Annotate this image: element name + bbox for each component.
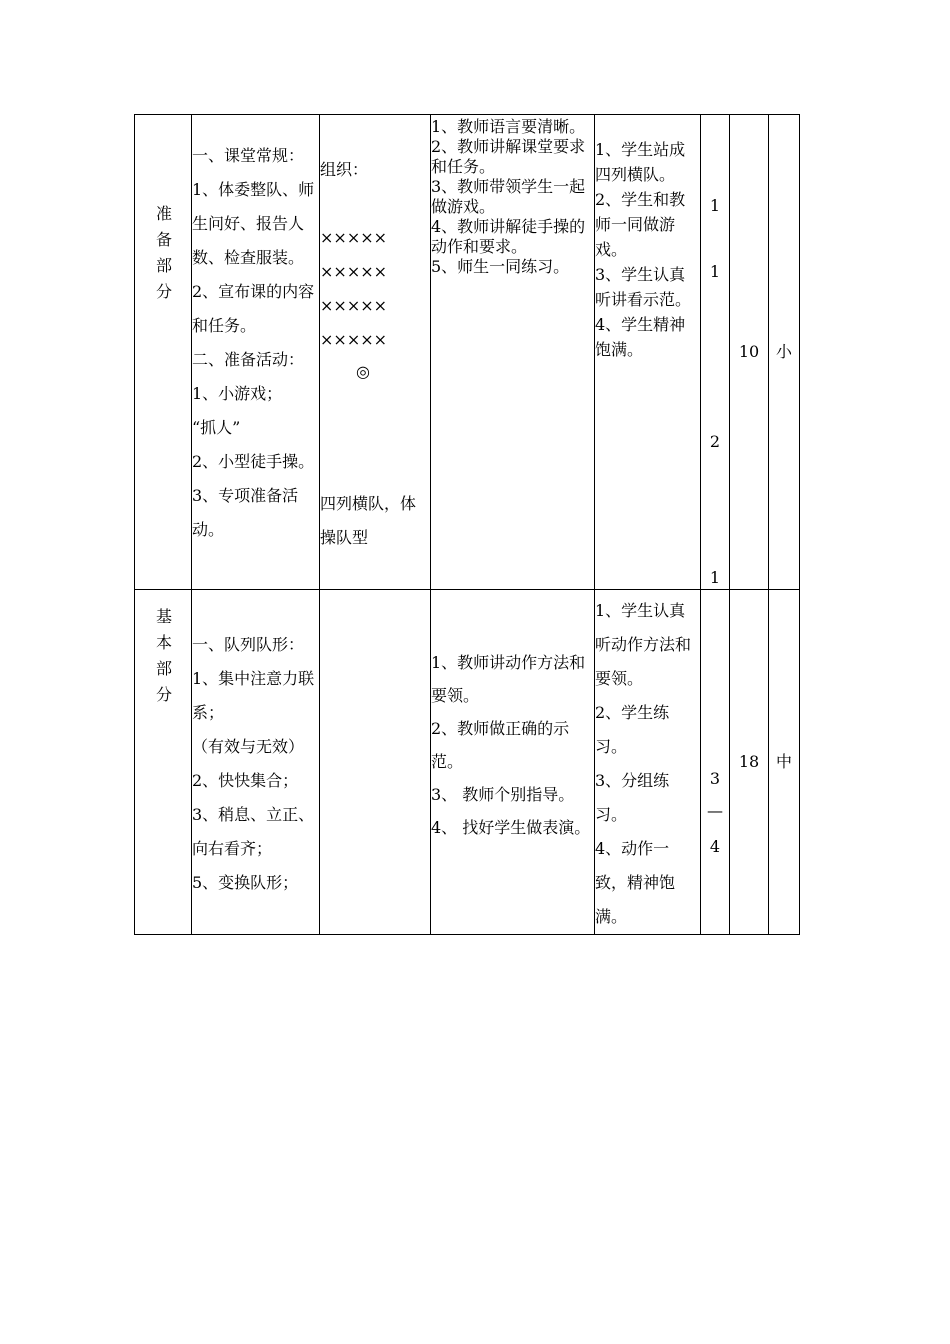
minutes-value: 18 xyxy=(738,752,760,771)
student-activity-cell xyxy=(595,590,701,935)
formation-note: 四列横队，体操队型 xyxy=(320,494,417,547)
times-value: — xyxy=(707,801,723,820)
minutes-cell xyxy=(730,590,769,935)
content-text: 一、课堂常规： 1、体委整队、师生问好、报告人数、检查服装。 2、宣布课的内容和任务。 二、准备活动： 1、小游戏； “抓人” 2、小型徒手操。 3、专项准备活动。 xyxy=(192,146,315,539)
table-row xyxy=(135,115,800,590)
times-value: 4 xyxy=(709,837,721,856)
teacher-activity-cell xyxy=(431,590,595,935)
teacher-activity-text: 1、教师语言要清晰。 2、教师讲解课堂要求和任务。 3、教师带领学生一起做游戏。 4、教师讲解徒手操的动作和要求。 5、师生一同练习。 xyxy=(431,117,586,276)
student-activity-cell xyxy=(595,115,701,590)
times-value: 3 xyxy=(709,769,721,788)
organization-label: 组织： xyxy=(320,160,369,179)
formation-row: ××××× xyxy=(320,262,388,281)
content-text: 一、队列队形： 1、集中注意力联系； （有效与无效） 2、快快集合； 3、稍息、立正、向右看齐； 5、变换队形； xyxy=(192,635,315,892)
table-row xyxy=(135,590,800,935)
organization-cell xyxy=(320,590,431,935)
minutes-value: 10 xyxy=(738,342,760,361)
student-activity-text: 1、学生认真听动作方法和要领。 2、学生练习。 3、分组练习。 4、动作一致，精神饱满。 xyxy=(595,601,692,926)
times-value: 1 xyxy=(709,196,721,215)
intensity-cell xyxy=(769,590,800,935)
times-value: 1 xyxy=(709,568,721,587)
intensity-cell xyxy=(769,115,800,590)
teacher-position-mark: ◎ xyxy=(356,362,370,381)
organization-cell xyxy=(320,115,431,590)
content-cell xyxy=(192,115,320,590)
lesson-plan-table xyxy=(134,114,800,935)
teacher-activity-text: 1、教师讲动作方法和要领。 2、教师做正确的示范。 3、 教师个别指导。 4、 找好学生做表演。 xyxy=(431,653,591,837)
formation-row: ××××× xyxy=(320,228,388,247)
intensity-value: 小 xyxy=(775,342,792,361)
teacher-activity-cell xyxy=(431,115,595,590)
times-value: 1 xyxy=(709,262,721,281)
content-cell xyxy=(192,590,320,935)
section-name-cell xyxy=(135,115,192,590)
formation-row: ××××× xyxy=(320,330,388,349)
student-activity-text: 1、学生站成四列横队。 2、学生和教师一同做游戏。 3、学生认真听讲看示范。 4、学生精神饱满。 xyxy=(595,140,692,359)
section-name-cell xyxy=(135,590,192,935)
formation-row: ××××× xyxy=(320,296,388,315)
times-cell xyxy=(701,590,730,935)
intensity-value: 中 xyxy=(775,752,792,771)
section-name: 准备部分 xyxy=(156,204,173,301)
section-name: 基本部分 xyxy=(156,607,173,704)
times-cell xyxy=(701,115,730,590)
minutes-cell xyxy=(730,115,769,590)
times-value: 2 xyxy=(709,432,721,451)
